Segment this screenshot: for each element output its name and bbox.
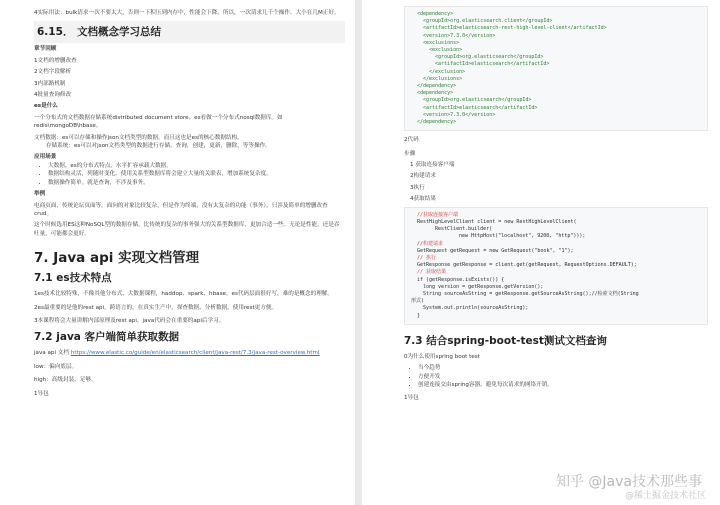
code-line: <artifactId>elasticsearch</artifactId>	[423, 104, 538, 111]
code-line: <dependency>	[417, 11, 454, 17]
right-page	[362, 0, 720, 505]
feature-1: 1es技术比较特殊，不像其他分布式、大数据课程，haddop、spark、hbase。es代码层面很好写，难的是概念的理解。	[34, 291, 333, 298]
code-line: <groupId>org.elasticsearch.client</groupId>	[423, 18, 553, 25]
code-line: // 执行	[417, 254, 437, 261]
low-level-note: low：偏向底层。	[34, 363, 78, 370]
section-7-title: 7. Java api 实现文档管理	[34, 250, 200, 267]
code-line: // 获取结果	[417, 269, 447, 276]
es-desc-2: 文档数据：es可以存储和操作json文档类型的数据，而且这也是es的核心数据结构。	[34, 134, 243, 141]
java-code-block	[404, 207, 708, 325]
code-line: RestClient.builder(	[435, 226, 493, 233]
reason-list	[404, 364, 708, 389]
code-line: 形式)	[411, 298, 425, 305]
code-line: String sourceAsString = getResponse.getSourceAsString();//检索文档(String	[423, 290, 639, 297]
example-2: 这个时候选用ES这种NoSQL型的数据存储，比传统的复杂的事务强大的关系型数据库，更加合适一些。无论是性能，还是吞吐量，可能都会更好。	[34, 222, 340, 237]
section-7-2-title: 7.2 java 客户端简单获取数据	[34, 331, 180, 344]
code-line: if (getResponse.isExists()) {	[417, 276, 505, 283]
es-desc-3: 存储系统：es可以对json文档类型的数据进行存储，查询，创建，更新，删除，等等操作。	[46, 143, 271, 150]
api-doc-link[interactable]: https://www.elastic.co/guide/en/elasticsearch/client/java-rest/7.3/java-rest-overview.html	[70, 350, 320, 357]
code-line: }	[417, 312, 421, 319]
code-line: GetResponse getResponse = client.get(getRequest, RequestOptions.DEFAULT);	[417, 262, 637, 269]
outline-item: 3内部路机制	[34, 80, 66, 87]
scene-list	[34, 162, 345, 187]
why-spring-boot-test: 0为什么使用spring boot test	[404, 353, 480, 360]
watermark-sub: @稀土掘金技术社区	[624, 491, 706, 501]
code-line: <artifactId>elasticsearch</artifactId>	[435, 61, 550, 68]
scene-item: • 数据结构灵活，列随时变化。使用关系型数据库将会建立大量的关联表，增加系统复杂度。	[48, 170, 345, 178]
section-7-1-title: 7.1 es技术特点	[34, 272, 112, 285]
example-1: 电商页面，传统论坛页面等。面向的对象比较复杂，但是作为终端，没有太复杂的功能（事务），只涉及简单的增删改查crud。	[34, 202, 328, 217]
bulk-note: 4实际用法：bulk请求一次不要太大，否则一下积压到内存中，性能会下降。所以，一次请求几千个操作、大小在几M正好。	[34, 10, 340, 16]
watermark: 知乎 @Java技术那些事	[555, 474, 702, 490]
code-line: GetRequest getRequest = new GetRequest("book", "1");	[417, 247, 574, 254]
section-6-15-title: 6.15． 文档概念学习总结	[34, 21, 345, 43]
right-dependency-label: 1导包	[404, 395, 419, 402]
code-line: //构建请求	[417, 240, 444, 247]
code-line: <exclusion>	[429, 47, 463, 54]
steps-list	[404, 161, 708, 207]
api-doc-label: java api 文档	[34, 350, 71, 357]
step-item: 4获取结果	[410, 196, 436, 203]
step-item: 3执行	[410, 184, 425, 191]
code-line: //获取连接客户端	[417, 211, 459, 218]
feature-2: 2es最重要的是他的rest api。跨语言的。在真实生产中，探查数据、分析数据，使用rest更方便。	[34, 304, 278, 311]
scene-item: • 大数据。es的分布式特点，水平扩容承载大数据。	[48, 162, 345, 170]
outline-item: 1文档的增删改查	[34, 57, 77, 64]
code-line: <exclusions>	[423, 39, 460, 46]
high-level-note: high：高级封装。足够。	[34, 377, 97, 384]
feature-3: 3本课程将会大量讲解内部原理及rest api。java代码会在重要的api后学习。	[34, 317, 225, 324]
code-line: <dependency>	[417, 90, 454, 97]
reason-item: • 方便开发	[418, 373, 708, 381]
api-doc-line	[34, 349, 345, 357]
scene-heading: 应用场景	[34, 154, 57, 161]
maven-dependency-code	[404, 6, 708, 131]
es-desc-1: 一个分布式的文档数据存储系统distributed document store。es看做一个分布式nosql数据库。如redis\mongoDB\hbase。	[34, 114, 283, 130]
code-line: </exclusions>	[423, 75, 463, 82]
outline-list	[34, 57, 345, 103]
code-line: long version = getResponse.getVersion();	[423, 283, 544, 290]
reason-item: • 创建连接交由spring容器，避免每次请求的网络开销。	[418, 381, 708, 389]
scene-item: • 数据操作简单。就是查询，不涉及事务。	[48, 179, 345, 187]
code-line: <groupId>org.elasticsearch</groupId>	[435, 54, 544, 61]
code-line: <version>7.3.0</version>	[423, 32, 496, 39]
code-line: </dependency>	[417, 83, 457, 90]
code-line: System.out.println(sourceAsString);	[423, 305, 529, 312]
left-page	[0, 0, 355, 505]
code-line: <groupId>org.elasticsearch</groupId>	[423, 97, 532, 104]
code-line: <version>7.3.0</version>	[423, 111, 496, 118]
code-line: <artifactId>elasticsearch-rest-high-level-client</artifactId>	[423, 25, 607, 32]
reason-item: • 当今趋势	[418, 364, 708, 372]
steps-heading: 步骤	[404, 150, 416, 157]
outline-item: 4批量查询修改	[34, 92, 72, 99]
code-label: 2代码	[404, 137, 419, 144]
dependency-label: 1导包	[34, 390, 49, 397]
code-line: RestHighLevelClient client = new RestHighLevelClient(	[417, 218, 577, 225]
step-item: 1 获取连接客户端	[410, 162, 455, 169]
outline-item: 2文档字段解析	[34, 69, 72, 76]
step-item: 2构建请求	[410, 173, 436, 180]
example-heading: 举例	[34, 191, 46, 198]
code-line: </dependency>	[417, 119, 457, 126]
code-line: new HttpHost("localhost", 9200, "http")));	[459, 233, 586, 240]
code-line: </exclusion>	[429, 68, 466, 75]
section-7-3-title: 7.3 结合spring-boot-test测试文档查询	[404, 334, 607, 347]
es-what-heading: es是什么	[34, 103, 58, 110]
outline-heading: 章节回顾	[34, 46, 57, 53]
